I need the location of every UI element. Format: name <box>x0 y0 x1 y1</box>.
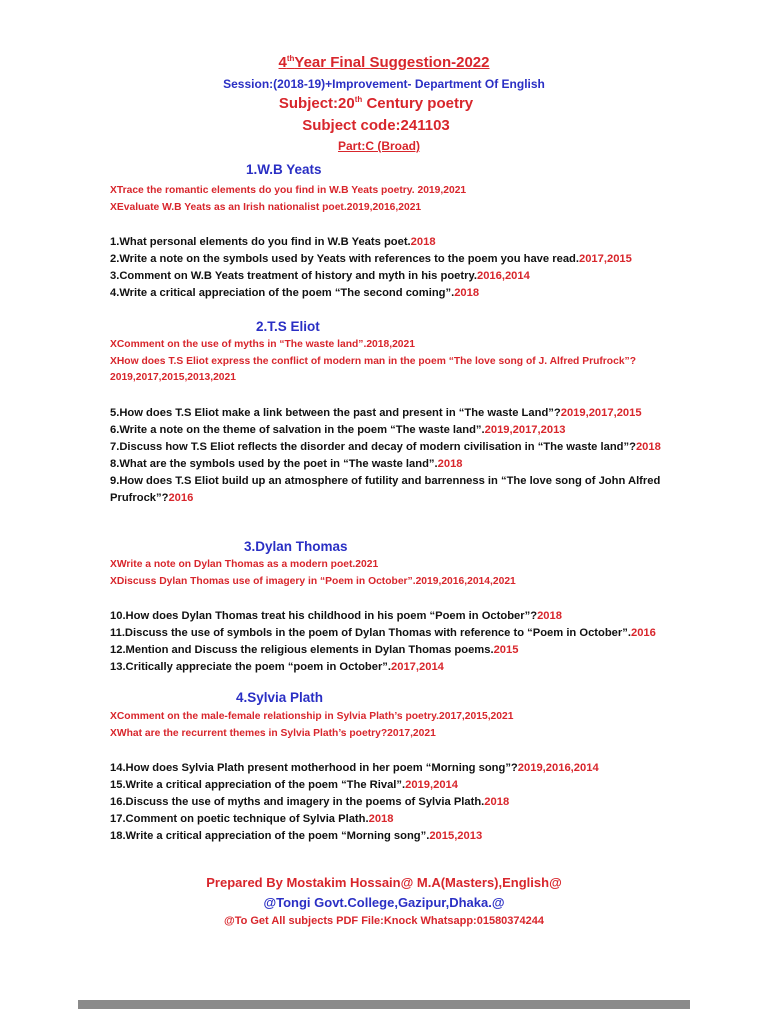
question-item: 18.Write a critical appreciation of the poem “Morning song”.2015,2013 <box>110 830 483 842</box>
section-title-sylvia-plath: 4.Sylvia Plath <box>236 690 324 705</box>
important-question: XHow does T.S Eliot express the conflict of modern man in the poem “The love song of J. Alfred Prufrock”?2019,2017,2015,2013,2021 <box>110 355 636 383</box>
important-question: XWrite a note on Dylan Thomas as a modern poet.2021 <box>110 559 379 570</box>
important-question: XTrace the romantic elements do you find in W.B Yeats poetry. 2019,2021 <box>110 185 467 196</box>
important-question: XComment on the male-female relationship in Sylvia Plath’s poetry.2017,2015,2021 <box>110 711 514 722</box>
footer-college: @Tongi Govt.College,Gazipur,Dhaka.@ <box>263 895 505 910</box>
question-item: 14.How does Sylvia Plath present motherhood in her poem “Morning song”?2019,2016,2014 <box>110 762 599 774</box>
question-item: 5.How does T.S Eliot make a link between the past and present in “The waste Land”?2019,2017,2015 <box>110 406 642 419</box>
session-line: Session:(2018-19)+Improvement- Department Of English <box>223 77 545 91</box>
question-item: 7.Discuss how T.S Eliot reflects the disorder and decay of modern civilisation in “The waste land”?2018 <box>110 440 661 453</box>
question-item: 3.Comment on W.B Yeats treatment of history and myth in his poetry.2016,2014 <box>110 270 530 282</box>
question-item: 4.Write a critical appreciation of the poem “The second coming”.2018 <box>110 287 480 299</box>
question-item: 17.Comment on poetic technique of Sylvia Plath.2018 <box>110 813 394 825</box>
important-question: XComment on the use of myths in “The waste land”.2018,2021 <box>110 339 415 350</box>
section-title-dylan-thomas: 3.Dylan Thomas <box>244 539 348 554</box>
subject-code: Subject code:241103 <box>302 117 450 134</box>
section-title-eliot: 2.T.S Eliot <box>256 319 320 334</box>
important-question: XWhat are the recurrent themes in Sylvia Plath’s poetry?2017,2021 <box>110 727 436 739</box>
footer-author: Prepared By Mostakim Hossain@ M.A(Masters),English@ <box>206 875 562 890</box>
question-item: 15.Write a critical appreciation of the poem “The Rival”.2019,2014 <box>110 779 458 791</box>
question-item: 8.What are the symbols used by the poet in “The waste land”.2018 <box>110 457 463 470</box>
footer-contact: @To Get All subjects PDF File:Knock Whatsapp:01580374244 <box>223 915 545 927</box>
important-question: XEvaluate W.B Yeats as an Irish nationalist poet.2019,2016,2021 <box>110 201 422 213</box>
question-item: 9.How does T.S Eliot build up an atmosphere of futility and barrenness in “The love song of John Alfred Prufrock”?2016 <box>110 474 661 504</box>
section-title-yeats: 1.W.B Yeats <box>246 162 322 177</box>
question-item: 16.Discuss the use of myths and imagery in the poems of Sylvia Plath.2018 <box>110 796 510 808</box>
section-sylvia-plath <box>110 709 680 845</box>
part-label: Part:C (Broad) <box>337 139 420 153</box>
subject-line: Subject:20th Century poetry <box>278 95 474 112</box>
question-item: 12.Mention and Discuss the religious elements in Dylan Thomas poems.2015 <box>110 644 519 656</box>
important-question: XDiscuss Dylan Thomas use of imagery in “Poem in October”.2019,2016,2014,2021 <box>110 575 516 587</box>
question-item: 1.What personal elements do you find in W.B Yeats poet.2018 <box>110 236 436 248</box>
document-title: 4thYear Final Suggestion-2022 <box>278 54 490 71</box>
section-dylan-thomas <box>110 557 680 676</box>
question-item: 10.How does Dylan Thomas treat his childhood in his poem “Poem in October”?2018 <box>110 610 562 622</box>
question-item: 6.Write a note on the theme of salvation in the poem “The waste land”.2019,2017,2013 <box>110 423 566 436</box>
question-item: 11.Discuss the use of symbols in the poem of Dylan Thomas with reference to “Poem in October”.2016 <box>110 627 656 639</box>
question-item: 2.Write a note on the symbols used by Yeats with references to the poem you have read.2017,2015 <box>110 253 632 265</box>
section-eliot <box>110 337 680 507</box>
question-item: 13.Critically appreciate the poem “poem in October”.2017,2014 <box>110 661 444 673</box>
section-yeats <box>110 183 680 302</box>
bottom-divider-bar <box>78 1000 690 1009</box>
